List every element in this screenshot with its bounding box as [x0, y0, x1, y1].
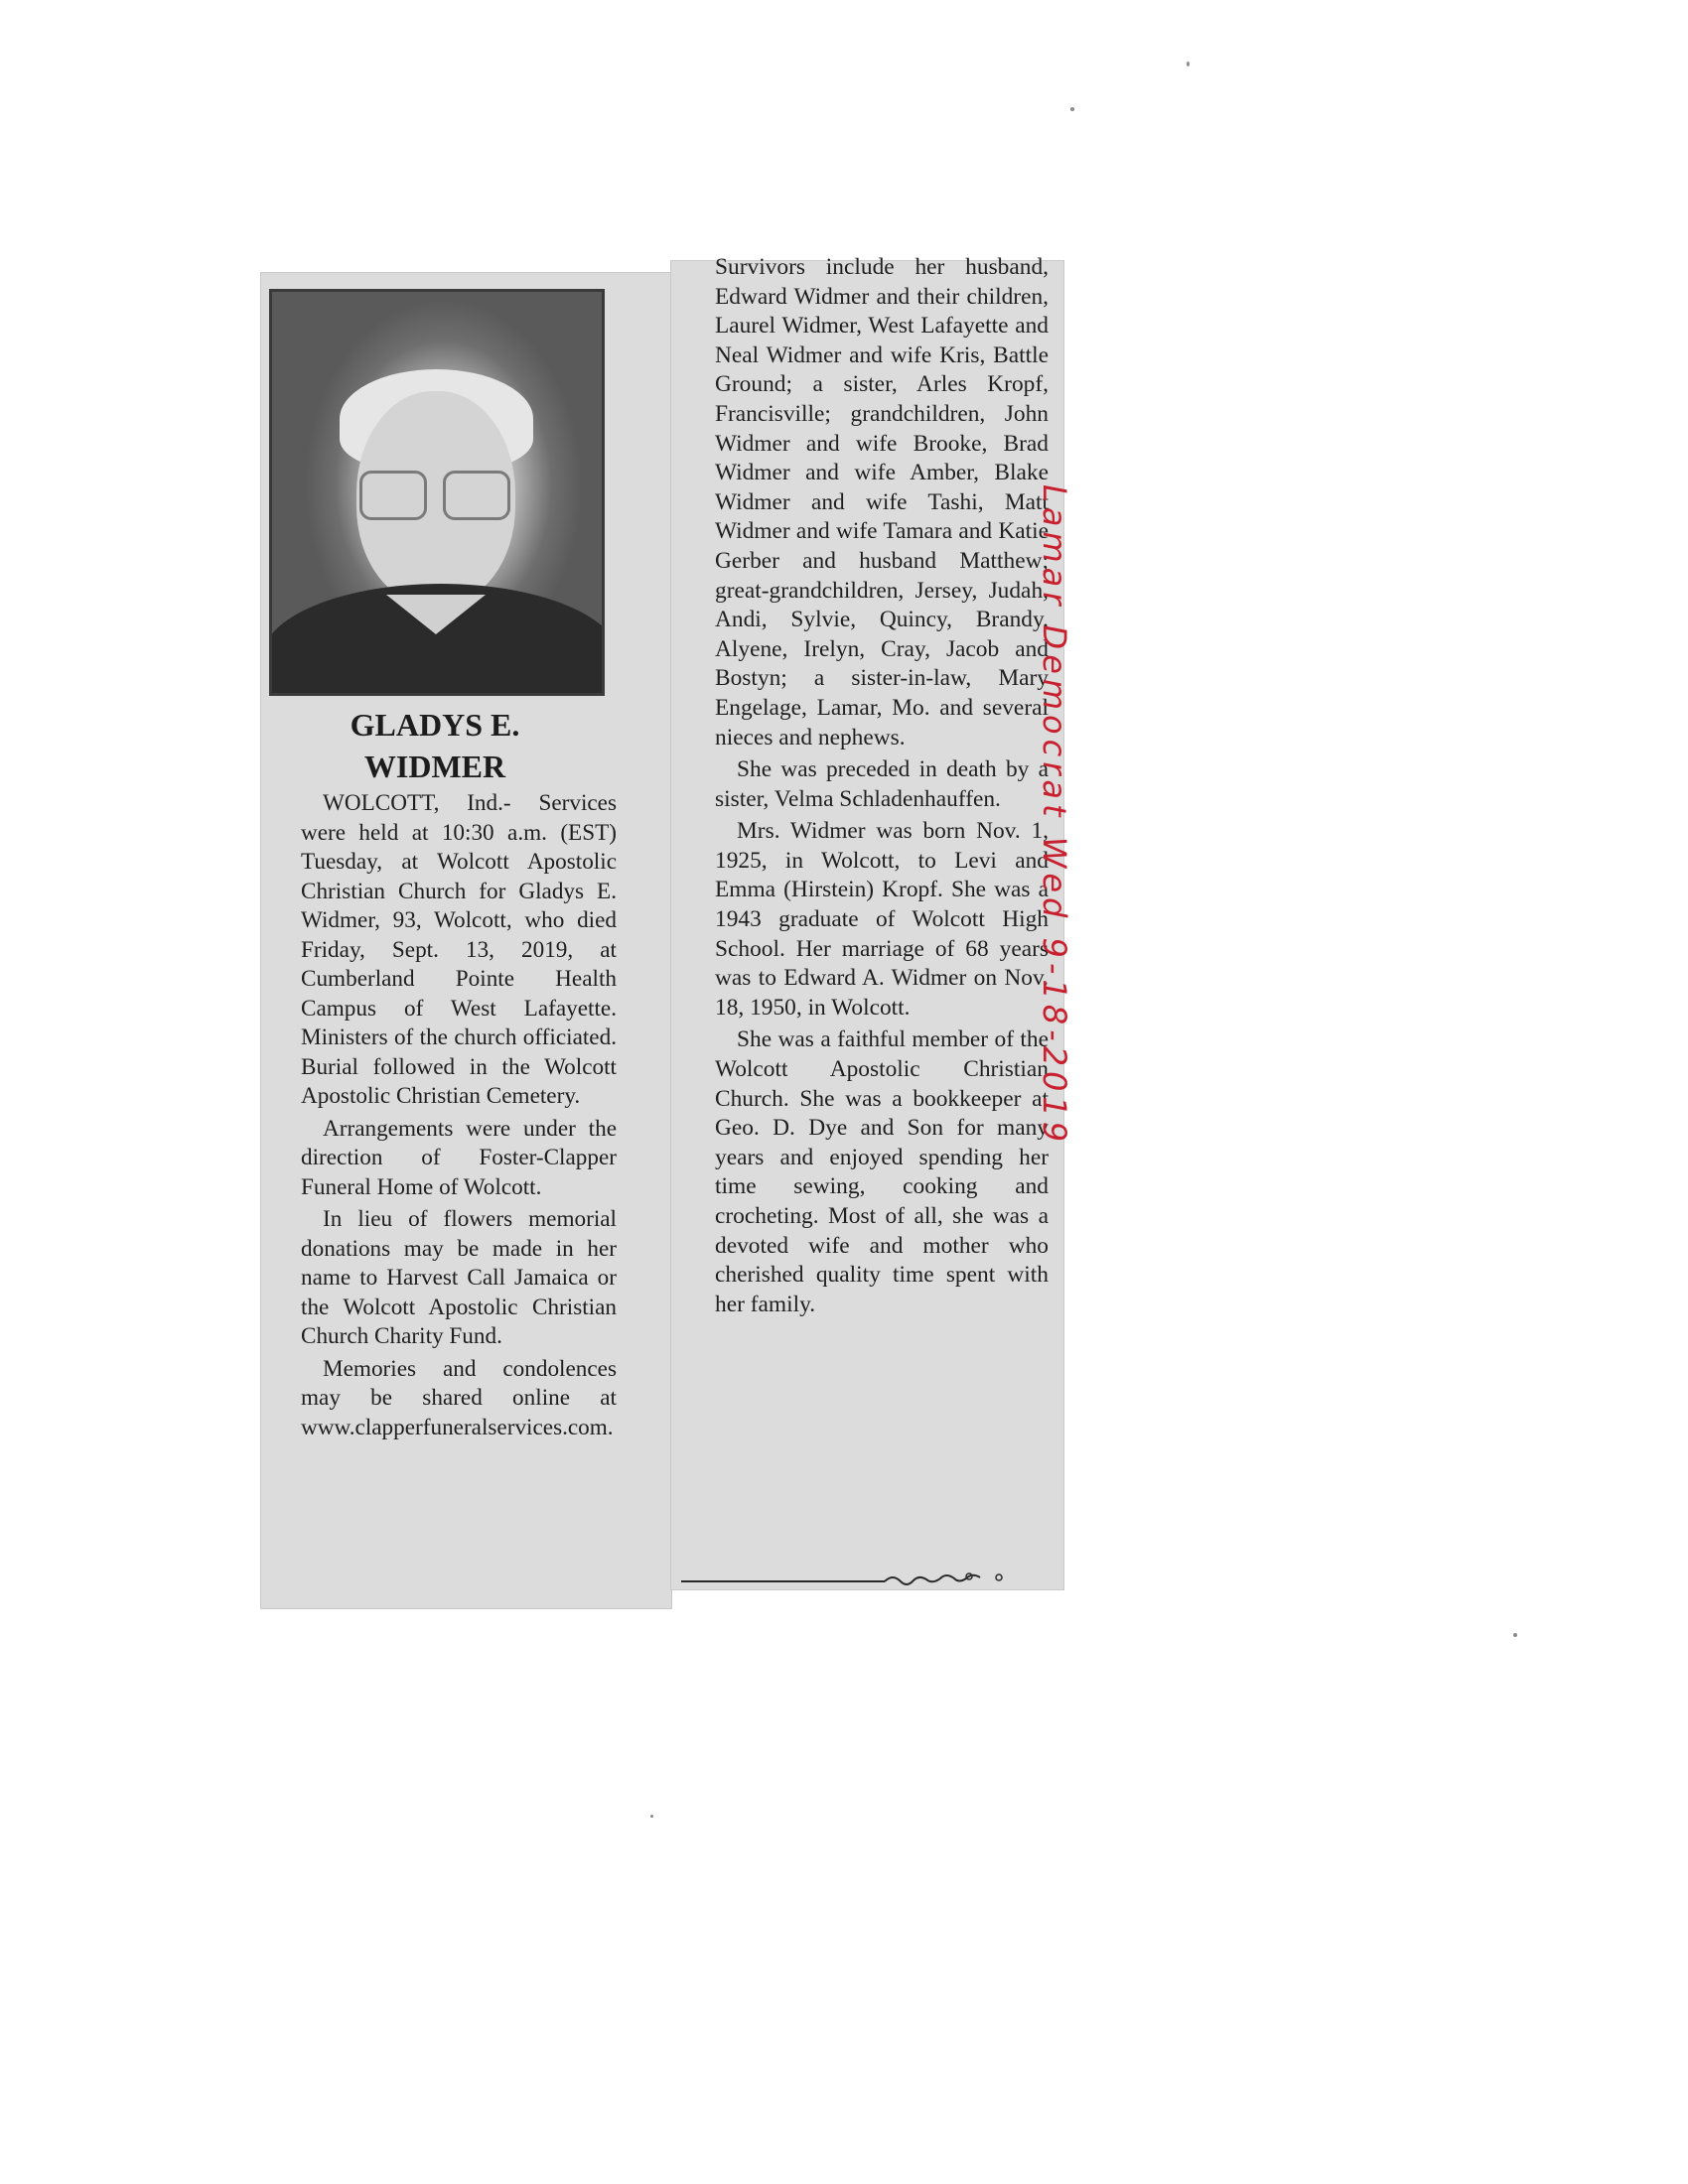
- life-paragraph: She was a faithful member of the Wolcott Apostolic Christian Church. She was a bookkeeper at Geo. D. Dye and Son for many years and enjoyed spending her time sewing, cooking and crocheting. Most of all, she was a devoted wife and mother who cherished quality time spent with her family.: [715, 1026, 1049, 1317]
- biography-paragraph: Mrs. Widmer was born Nov. 1, 1925, in Wolcott, to Levi and Emma (Hirstein) Kropf. She was a 1943 graduate of Wolcott High School. Her marriage of 68 years was to Edward A. Widmer on Nov. 18, 1950, in Wolcott.: [715, 818, 1049, 1021]
- right-column: [671, 254, 1063, 1589]
- condolences-paragraph: Memories and condolences may be shared online at www.clapperfuneralservices.com.: [301, 1355, 617, 1440]
- portrait-photo: [269, 289, 605, 696]
- scan-speck: [650, 1815, 653, 1818]
- scan-speck: [1070, 107, 1074, 111]
- memorials-paragraph: In lieu of flowers memorial donations may be made in her name to Harvest Call Jamaica or the Wolcott Apostolic Christian Church Charity Fund.: [301, 1206, 617, 1349]
- preceded-paragraph: She was preceded in death by a sister, Velma Schladenhauffen.: [715, 756, 1049, 812]
- photo-glasses-left: [359, 471, 427, 520]
- headline-line-2: WIDMER: [363, 749, 506, 784]
- left-column: [261, 273, 671, 1608]
- left-body-text: [301, 789, 617, 1445]
- arrangements-paragraph: Arrangements were under the direction of Foster-Clapper Funeral Home of Wolcott.: [301, 1115, 617, 1200]
- ornamental-rule: [681, 1570, 1058, 1590]
- photo-glasses-right: [443, 471, 510, 520]
- survivors-paragraph: Survivors include her husband, Edward Widmer and their children, Laurel Widmer, West Lafayette and Neal Widmer and wife Kris, Battle Ground; a sister, Arles Kropf, Francisville; grandchildren, John Widmer and wife Brooke, Brad Widmer and wife Amber, Blake Widmer and wife Tashi, Matt Widmer and wife Tamara and Katie Gerber and husband Matthew; great-grandchildren, Jersey, Judah, Andi, Sylvie, Quincy, Brandy, Alyene, Irelyn, Cray, Jacob and Bostyn; a sister-in-law, Mary Engelage, Lamar, Mo. and several nieces and nephews.: [715, 254, 1049, 751]
- obituary-clipping: [261, 254, 1063, 1608]
- headline-line-1: GLADYS E.: [350, 707, 520, 743]
- scan-speck: [1513, 1633, 1517, 1637]
- obituary-headline: [261, 704, 609, 787]
- scan-speck: [1187, 62, 1190, 67]
- services-paragraph: WOLCOTT, Ind.- Services were held at 10:30 a.m. (EST) Tuesday, at Wolcott Apostolic Christian Church for Gladys E. Widmer, 93, Wolcott, who died Friday, Sept. 13, 2019, at Cumberland Pointe Health Campus of West Lafayette. Ministers of the church officiated. Burial followed in the Wolcott Apostolic Christian Cemetery.: [301, 790, 617, 1109]
- handwritten-annotation: Lamar Democrat Wed 9-18-2019: [1036, 484, 1073, 1148]
- right-body-text: [715, 253, 1049, 1322]
